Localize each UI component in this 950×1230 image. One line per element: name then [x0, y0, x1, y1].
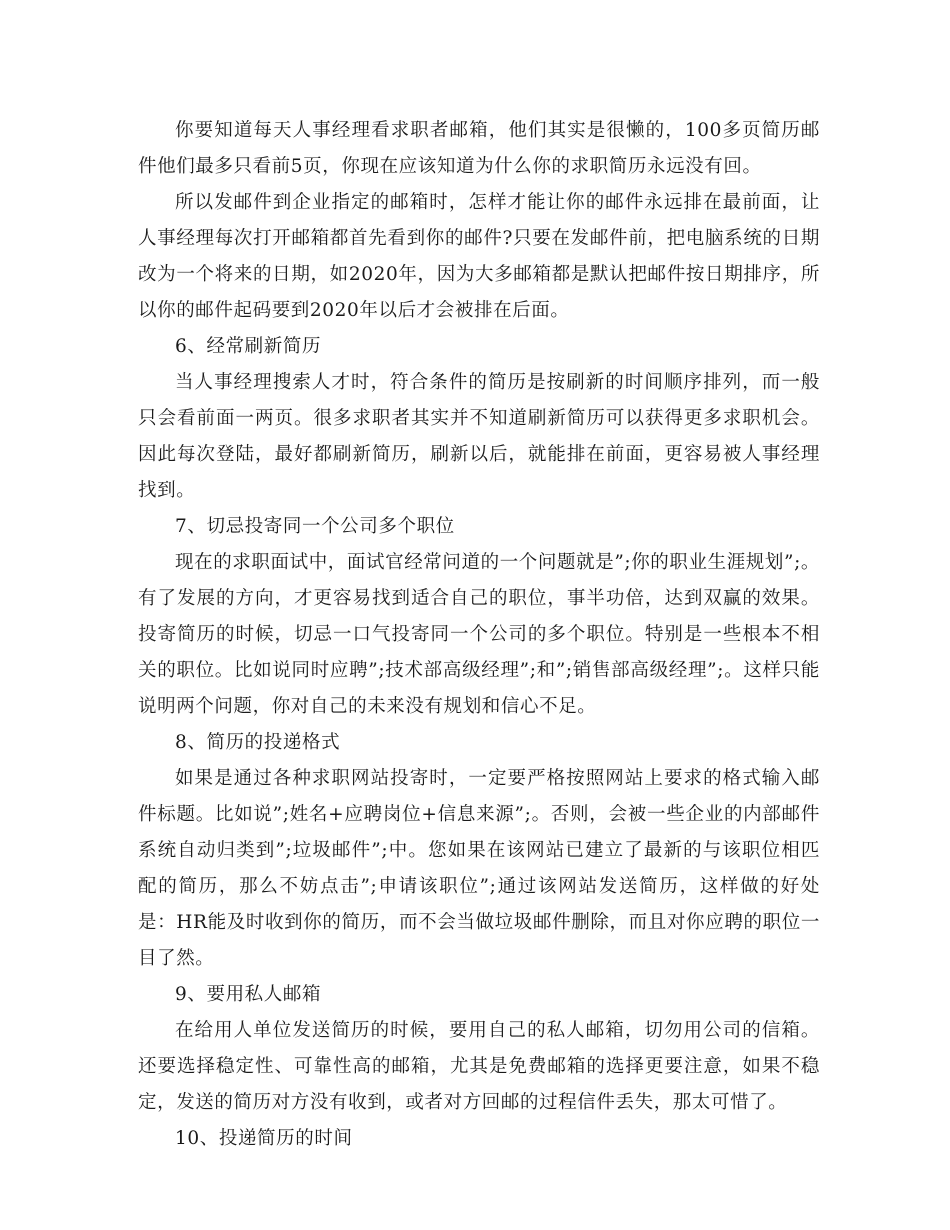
section-heading-10: 10、投递简历的时间	[175, 1128, 353, 1149]
paragraph-inbox-habits: 你要知道每天人事经理看求职者邮箱，他们其实是很懒的，100多页简历邮件他们最多只看前5页，你现在应该知道为什么你的求职简历永远没有回。	[138, 120, 820, 177]
paragraph-email-date-trick: 所以发邮件到企业指定的邮箱时，怎样才能让你的邮件永远排在最前面，让人事经理每次打开邮箱都首先看到你的邮件?只要在发邮件前，把电脑系统的日期改为一个将来的日期，如2020年，因为大多邮箱都是默认把邮件按日期排序，所以你的邮件起码要到2020年以后才会被排在后面。	[138, 192, 820, 321]
section-heading-8: 8、简历的投递格式	[175, 732, 341, 753]
section-heading-9: 9、要用私人邮箱	[175, 984, 322, 1005]
paragraph-multiple-positions: 现在的求职面试中，面试官经常问道的一个问题就是”;你的职业生涯规划”;。有了发展的方向，才更容易找到适合自己的职位，事半功倍，达到双赢的效果。投寄简历的时候，切忌一口气投寄同一个公司的多个职位。特别是一些根本不相关的职位。比如说同时应聘”;技术部高级经理”;和”;销售部高级经理”;。这样只能说明两个问题，你对自己的未来没有规划和信心不足。	[138, 552, 820, 717]
paragraph-submission-format: 如果是通过各种求职网站投寄时，一定要严格按照网站上要求的格式输入邮件标题。比如说”;姓名+应聘岗位+信息来源”;。否则，会被一些企业的内部邮件系统自动归类到”;垃圾邮件”;中。您如果在该网站已建立了最新的与该职位相匹配的简历，那么不妨点击”;申请该职位”;通过该网站发送简历，这样做的好处是：HR能及时收到你的简历，而不会当做垃圾邮件删除，而且对你应聘的职位一目了然。	[138, 768, 820, 969]
paragraph-refresh-resume: 当人事经理搜索人才时，符合条件的简历是按刷新的时间顺序排列，而一般只会看前面一两页。很多求职者其实并不知道刷新简历可以获得更多求职机会。因此每次登陆，最好都刷新简历，刷新以后，就能排在前面，更容易被人事经理找到。	[138, 372, 820, 501]
section-heading-7: 7、切忌投寄同一个公司多个职位	[175, 516, 455, 537]
document-body	[138, 113, 820, 1157]
section-heading-6: 6、经常刷新简历	[175, 336, 322, 357]
paragraph-private-email: 在给用人单位发送简历的时候，要用自己的私人邮箱，切勿用公司的信箱。还要选择稳定性、可靠性高的邮箱，尤其是免费邮箱的选择更要注意，如果不稳定，发送的简历对方没有收到，或者对方回邮的过程信件丢失，那太可惜了。	[138, 1020, 820, 1113]
